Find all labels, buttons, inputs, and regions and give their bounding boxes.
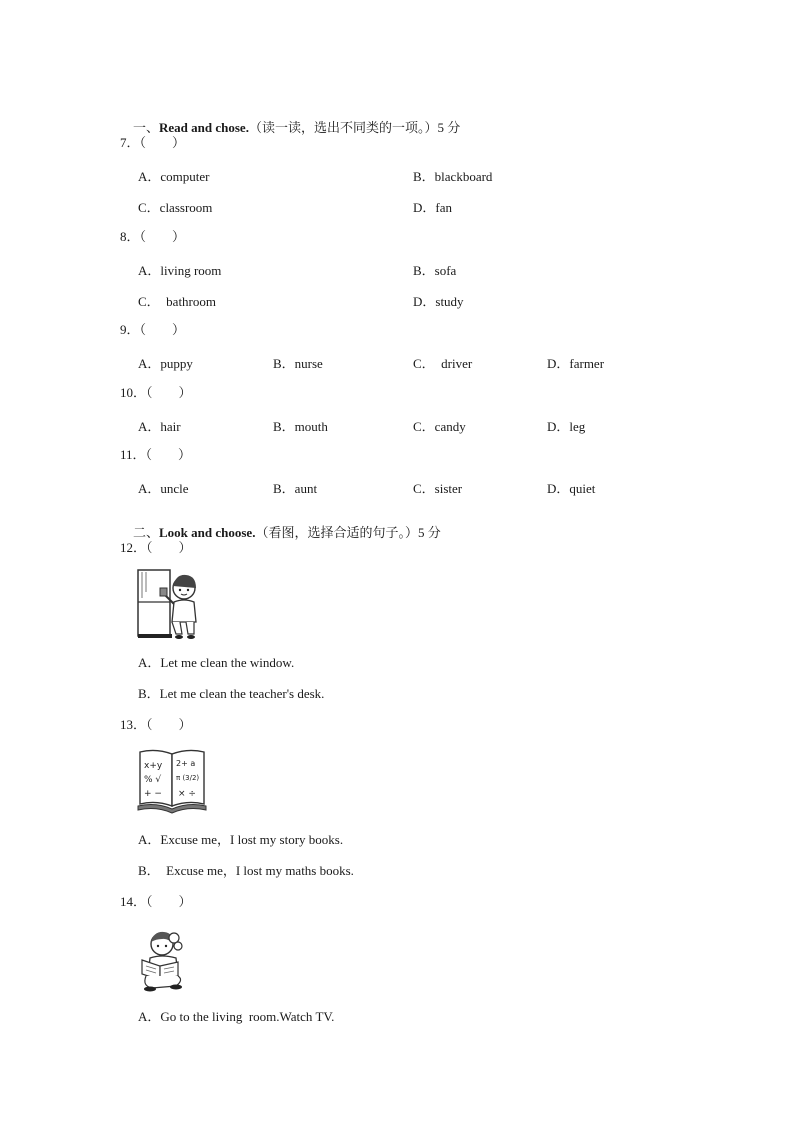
question-8-options-row-1 [0, 260, 794, 276]
question-13-number: 13．（ ） [120, 717, 192, 732]
question-11-option-d[interactable]: D．quiet [547, 481, 596, 496]
question-8-option-c[interactable]: C． bathroom [138, 294, 216, 309]
question-11-number: 11．（ ） [120, 447, 192, 462]
math-book-right-line-2: π (3/2) [176, 774, 200, 782]
question-14-option-a[interactable]: A．Go to the living room.Watch TV. [138, 1009, 335, 1024]
section-1-prefix: 一、 [133, 120, 160, 135]
question-7-options-row-2 [0, 197, 794, 213]
section-2-title-bold: Look and choose. [159, 525, 256, 540]
girl-cleaning-window-illustration [136, 568, 204, 642]
question-14-number: 14．（ ） [120, 894, 192, 909]
question-9-options-row [0, 353, 794, 369]
question-11-option-b[interactable]: B．aunt [273, 481, 318, 496]
question-9-option-c[interactable]: C． driver [413, 356, 473, 371]
question-8-options-row-2 [0, 291, 794, 307]
question-11-option-c[interactable]: C．sister [413, 481, 463, 496]
question-7-options-row-1 [0, 166, 794, 182]
child-reading-illustration [138, 928, 194, 992]
question-8-option-a[interactable]: A．living room [138, 263, 222, 278]
question-10-option-a[interactable]: A．hair [138, 419, 181, 434]
question-10-option-b[interactable]: B．mouth [273, 419, 328, 434]
question-12-number: 12．（ ） [120, 540, 192, 555]
question-10-option-c[interactable]: C．candy [413, 419, 466, 434]
math-book-right-line-1: 2+ a [176, 759, 196, 768]
question-10-options-row [0, 416, 794, 432]
question-7-option-c[interactable]: C．classroom [138, 200, 213, 215]
question-8-number: 8．（ ） [120, 229, 186, 244]
question-12-option-a[interactable]: A．Let me clean the window. [138, 655, 295, 670]
section-1-title-rest: （读一读，选出不同类的一项。）5 分 [248, 120, 461, 135]
question-9-option-a[interactable]: A．puppy [138, 356, 193, 371]
question-9-option-b[interactable]: B．nurse [273, 356, 323, 371]
math-book-illustration [136, 746, 208, 814]
math-book-left-line-3: + − [144, 789, 162, 799]
question-7-option-d[interactable]: D．fan [413, 200, 452, 215]
question-7-number: 7．（ ） [120, 135, 186, 150]
math-book-right-line-3: × ÷ [178, 789, 196, 799]
section-2-prefix: 二、 [133, 525, 160, 540]
question-10-option-d[interactable]: D．leg [547, 419, 586, 434]
question-10-number: 10．（ ） [120, 385, 192, 400]
question-11-options-row [0, 478, 794, 494]
question-8-option-d[interactable]: D．study [413, 294, 464, 309]
question-8-option-b[interactable]: B．sofa [413, 263, 457, 278]
section-2-title-rest: （看图，选择合适的句子。）5 分 [255, 525, 441, 540]
question-11-option-a[interactable]: A．uncle [138, 481, 189, 496]
math-book-left-line-2: % √ [144, 775, 162, 785]
question-9-option-d[interactable]: D．farmer [547, 356, 605, 371]
question-13-option-a[interactable]: A．Excuse me，I lost my story books. [138, 832, 344, 847]
question-12-option-b[interactable]: B．Let me clean the teacher's desk. [138, 686, 325, 701]
question-7-option-a[interactable]: A．computer [138, 169, 210, 184]
question-7-option-b[interactable]: B．blackboard [413, 169, 493, 184]
question-9-number: 9．（ ） [120, 322, 186, 337]
question-13-option-b[interactable]: B． Excuse me，I lost my maths books. [138, 863, 354, 878]
math-book-left-line-1: x+y [144, 761, 163, 771]
section-1-title-bold: Read and chose. [159, 120, 249, 135]
